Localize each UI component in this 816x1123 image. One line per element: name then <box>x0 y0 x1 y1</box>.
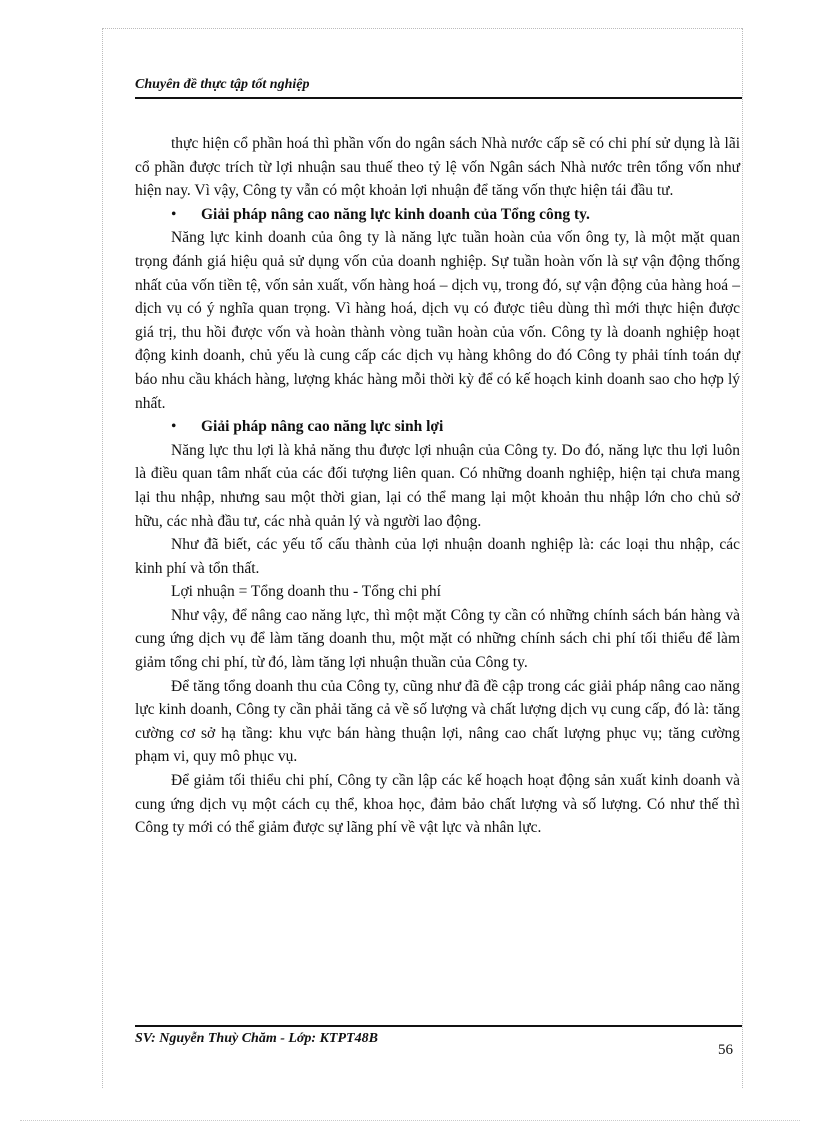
footer-student-info: SV: Nguyễn Thuỳ Chăm - Lớp: KTPT48B <box>135 1031 378 1046</box>
paragraph-7: Để tăng tổng doanh thu của Công ty, cũng như đã đề cập trong các giải pháp nâng cao năng lực kinh doanh, Công ty cần phải tăng cả về số lượng và chất lượng dịch vụ cung cấp, đó là: tăng cường cơ sở hạ tầng: khu vực bán hàng thuận lợi, nâng cao chất lượng phục vụ; tăng cường phạm vi, quy mô phục vụ. <box>135 677 740 766</box>
header-title: Chuyên đề thực tập tốt nghiệp <box>135 77 310 92</box>
document-body <box>135 132 740 840</box>
paragraph-1: thực hiện cổ phần hoá thì phần vốn do ngân sách Nhà nước cấp sẽ có chi phí sử dụng là lãi cổ phần được trích từ lợi nhuận sau thuế theo tỷ lệ vốn Ngân sách Nhà nước trên tổng vốn như hiện nay. Vì vậy, Công ty vẫn có một khoản lợi nhuận để tăng vốn thực hiện tái đầu tư. <box>135 135 740 200</box>
paragraph-4: Như đã biết, các yếu tố cấu thành của lợi nhuận doanh nghiệp là: các loại thu nhập, các kinh phí và tổn thất. <box>135 536 740 577</box>
bullet-heading-2 <box>135 415 740 439</box>
paragraph-2: Năng lực kinh doanh của ông ty là năng lực tuần hoàn của vốn ông ty, là một mặt quan trọng đánh giá hiệu quả sử dụng vốn của doanh nghiệp. Sự tuần hoàn vốn là sự vận động thống nhất của vốn tiền tệ, vốn sản xuất, vốn hàng hoá – dịch vụ, trong đó, sự vận động của hàng hoá – dịch vụ có ý nghĩa quan trọng. Vì hàng hoá, dịch vụ có được tiêu dùng thì mới thực hiện được giá trị, thu hồi được vốn và hoàn thành vòng tuần hoàn của vốn. Công ty là doanh nghiệp hoạt động kinh doanh, chủ yếu là cung cấp các dịch vụ hàng không do đó Công ty phải tính toán dự báo nhu cầu khách hàng, lượng khác hàng mỗi thời kỳ để có kế hoạch kinh doanh sao cho hợp lý nhất. <box>135 229 740 412</box>
bullet-heading-1 <box>135 203 740 227</box>
bullet-icon: • <box>171 418 177 436</box>
page-border-bottom <box>20 1120 800 1121</box>
bullet-heading-1-text: Giải pháp nâng cao năng lực kinh doanh của Tổng công ty. <box>201 205 590 223</box>
formula-line: Lợi nhuận = Tổng doanh thu - Tổng chi phí <box>171 583 441 601</box>
paragraph-3: Năng lực thu lợi là khả năng thu được lợi nhuận của Công ty. Do đó, năng lực thu lợi luôn là điều quan tâm nhất của các đối tượng liên quan. Có những doanh nghiệp, hiện tại chưa mang lại thu nhập, nhưng sau một thời gian, lại có thể mang lại một khoản thu nhập lớn cho chủ sở hữu, các nhà đầu tư, các nhà quản lý và người lao động. <box>135 441 740 530</box>
paragraph-8: Để giảm tối thiểu chi phí, Công ty cần lập các kế hoạch hoạt động sản xuất kinh doanh và cung ứng dịch vụ một cách cụ thể, khoa học, đảm bảo chất lượng và số lượng. Có như thế thì Công ty mới có thể giảm được sự lãng phí về vật lực và nhân lực. <box>135 772 740 837</box>
page-number: 56 <box>718 1042 733 1058</box>
page-border-left <box>102 28 103 1088</box>
page-border-right <box>742 28 743 1088</box>
header-divider <box>135 97 742 99</box>
paragraph-6: Như vậy, để nâng cao năng lực, thì một mặt Công ty cần có những chính sách bán hàng và cung ứng dịch vụ để làm tăng doanh thu, một mặt có những chính sách chi phí tối thiểu để làm giảm tổng chi phí, từ đó, làm tăng lợi nhuận thuần của Công ty. <box>135 606 740 672</box>
bullet-heading-2-text: Giải pháp nâng cao năng lực sinh lợi <box>201 418 444 436</box>
footer-divider <box>135 1025 742 1027</box>
bullet-icon: • <box>171 205 177 223</box>
page-border-top <box>102 28 742 29</box>
